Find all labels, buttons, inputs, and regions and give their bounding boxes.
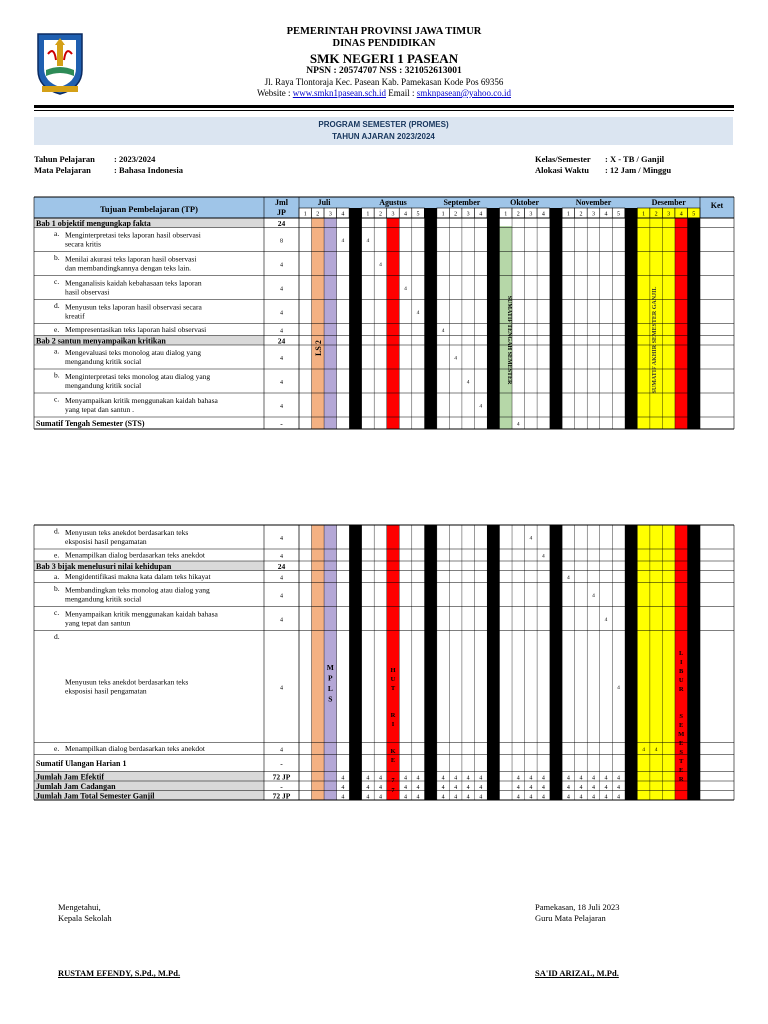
libur-label: E [679,767,684,774]
jp-value: - [280,781,283,791]
tp-text: hasil observasi [65,287,110,297]
jp-mark: 4 [454,355,458,362]
libur-label: L [679,650,684,657]
signature-left [58,902,112,924]
jp-value: 4 [280,262,283,269]
week-number: 5 [692,211,696,218]
jp-mark: 4 [541,553,545,560]
sum-label: Jumlah Jam Efektif [36,772,104,782]
separator-band [424,525,437,800]
letterhead [0,18,768,106]
sum-mark: 4 [441,784,445,791]
jp-value: 4 [280,356,283,362]
title-line1: PROGRAM SEMESTER (PROMES) [318,120,449,129]
hut-ri-label: T [390,685,396,692]
contact-line [120,88,648,99]
tp-text: kreatif [65,311,85,321]
jp-value: 4 [280,685,283,692]
alokasi-value: : 12 Jam / Minggu [605,165,672,175]
tp-text: Menginterpretasi teks monolog atau dialog yang [65,372,211,381]
jp-value: 4 [280,286,283,293]
week-number: 4 [541,211,545,218]
sum-mark: 4 [516,794,520,801]
sum-mark: 4 [466,784,470,791]
libur-label: E [679,740,684,747]
jp-mark: 4 [642,747,645,753]
sig-right-line1: Pamekasan, 18 Juli 2023 [535,902,620,912]
hut-ri-label: E [390,757,396,764]
jp-mark: 4 [567,575,570,581]
kelas-value: : X - TB / Ganjil [605,154,665,164]
tp-number: d. [54,301,60,310]
libur-label: M [678,731,685,738]
libur-label: U [678,677,684,684]
tp-number: a. [54,229,60,238]
tp-text: mengandung kritik social [65,594,142,604]
week-number: 1 [441,211,445,218]
sum-mark: 4 [591,794,595,801]
week-number: 2 [654,211,658,218]
week-number: 2 [454,211,458,218]
sum-mark: 4 [404,794,408,801]
jp-value: 72 JP [272,772,291,782]
website-link[interactable]: www.smkn1pasean.sch.id [292,87,386,98]
jp-value: 4 [280,554,283,560]
tp-text: Mengevaluasi teks monolog atau dialog yang [65,348,202,357]
email-label: Email : [385,87,417,98]
tp-text: Menganalisis kaidah kebahasaan teks laporan [65,278,202,288]
mpls-label: M [326,663,334,672]
mpls-label: S [328,694,333,704]
jp-mark: 4 [341,238,345,244]
provincial-emblem-icon [34,30,86,96]
tp-text: Menyampaikan kritik menggunakan kaidah bahasa [65,609,218,619]
tp-number: d. [54,632,60,641]
tp-text: dan membandingkannya dengan teks lain. [65,263,192,273]
sum-label: Jumlah Jam Cadangan [36,781,116,791]
tp-number: c. [54,277,60,286]
jp-value: 4 [280,747,283,754]
sum-mark: 4 [579,775,583,782]
jp-value: - [280,419,283,428]
hut-ri-label: I [391,721,395,728]
tp-text: eksposisi hasil pengamatan [65,537,147,546]
week-number: 1 [504,211,508,218]
sum-mark: 4 [454,784,458,791]
title-line2: TAHUN AJARAN 2023/2024 [332,132,435,141]
sum-mark: 4 [541,784,545,791]
separator-header [424,208,437,218]
tp-text: Mempresentasikan teks laporan haisl observasi [65,325,207,334]
tp-number: b. [54,584,60,593]
header-ket: Ket [710,201,724,210]
week-number: 3 [328,211,332,218]
jp-mark: 4 [366,238,370,244]
separator-header [487,208,500,218]
jp-mark: 4 [604,617,608,623]
sum-mark: 4 [604,794,608,801]
sum-mark: 4 [479,794,483,801]
month-juli: Juli [317,198,331,207]
jp-value: 24 [277,218,286,228]
sum-mark: 4 [416,784,420,791]
week-number: 3 [391,211,395,218]
header-jp: JP [277,208,286,217]
address: Jl. Raya Tlontoraja Kec. Pasean Kab. Pamekasan Kode Pos 69356 [264,77,504,88]
tp-text: Menyusun teks laporan hasil observasi secara [65,302,202,312]
ls2-label: LS 2 [313,340,323,356]
week-number: 3 [667,211,671,218]
tp-text: eksposisi hasil pengamatan [65,686,147,696]
sum-mark: 4 [466,794,470,801]
sum-mark: 4 [591,775,595,782]
month-september: September [443,198,481,207]
jp-value: - [280,759,283,768]
jp-mark: 4 [654,747,658,753]
section-label: Sumatif Ulangan Harian 1 [36,759,127,768]
sum-mark: 4 [341,784,345,791]
jp-mark: 4 [404,286,407,292]
jp-mark: 4 [379,262,382,268]
sts-label: SUMATIF TENGAH SEMESTER [505,295,512,385]
jp-value: 4 [280,310,283,317]
sum-label: Jumlah Jam Total Semester Ganjil [36,791,155,801]
tp-number: b. [54,253,60,262]
tp-text: Menginterpretasi teks laporan hasil observasi [65,230,201,240]
section-label: Bab 3 bijak menelusuri nilai kehidupan [36,561,172,571]
libur-label: R [678,776,684,783]
jp-mark: 4 [466,379,470,386]
separator-band [349,525,362,800]
tp-text: yang tepat dan santun [65,618,131,628]
libur-label: I [679,659,683,666]
jp-mark: 4 [441,328,445,334]
sum-mark: 4 [441,794,445,801]
week-number: 2 [579,211,583,218]
week-number: 1 [366,211,370,218]
jp-value: 4 [280,593,283,600]
sum-mark: 4 [366,794,370,801]
school-name: SMK NEGERI 1 PASEAN [309,50,459,66]
sum-mark: 4 [566,775,570,782]
header-rule-thick [34,105,734,108]
hut-77-label: 7 [391,787,395,794]
sum-mark: 4 [516,775,520,782]
email-link[interactable]: smknpasean@yahoo.co.id [416,87,511,98]
section-label: Bab 2 santun menyampaikan kritikan [36,336,166,346]
alokasi-label: Alokasi Waktu [535,165,589,175]
week-number: 5 [416,211,420,218]
header-rule-thin [34,110,734,111]
info-left [34,154,183,176]
tp-text: Menyampaikan kritik menggunakan kaidah bahasa [65,396,218,405]
jp-value: 4 [280,575,283,582]
week-number: 3 [529,211,533,218]
tahun-value: : 2023/2024 [114,154,156,164]
week-number: 1 [566,211,570,218]
tp-number: e. [54,325,60,334]
dec-black-band [687,525,700,800]
libur-label: S [679,749,684,756]
tp-text: Menampilkan dialog berdasarkan teks anekdot [65,550,205,560]
jp-value: 4 [280,536,283,542]
sum-mark: 4 [454,794,458,801]
jp-value: 4 [280,328,283,335]
website-label: Website : [257,87,293,98]
hut-ri-label: K [390,748,396,755]
libur-label: S [679,713,684,720]
npsn-nss: NPSN : 20574707 NSS : 321052613001 [306,66,462,77]
sum-mark: 4 [378,775,382,782]
separator-band [625,525,638,800]
week-number: 2 [516,211,520,218]
jp-value: 24 [277,336,286,346]
sas-label: SUMATIF AKHIR SEMESTER GANJIL [652,286,659,394]
document-title [34,117,733,145]
sig-right-line2: Guru Mata Pelajaran [535,913,606,923]
tp-text: Menyusun teks anekdot berdasarkan teks [65,677,189,687]
kelas-label: Kelas/Semester [535,154,591,164]
libur-label: R [678,686,684,693]
week-number: 4 [679,211,683,218]
jp-mark: 4 [516,421,520,428]
jp-mark: 4 [416,310,420,316]
tp-number: a. [54,572,60,581]
tp-number: b. [54,370,60,380]
sig-left-line2: Kepala Sekolah [58,913,112,923]
month-oktober: Oktober [510,198,540,207]
jp-mark: 4 [592,593,595,599]
tp-number: c. [54,394,60,404]
sum-mark: 4 [378,784,382,791]
header-line1: PEMERINTAH PROVINSI JAWA TIMUR [286,26,482,37]
libur-label: E [679,722,684,729]
sum-mark: 4 [617,784,621,791]
month-agustus: Agustus [379,198,407,207]
jp-mark: 4 [479,403,483,410]
tahun-label: Tahun Pelajaran [34,154,95,164]
ls2-band [312,525,325,800]
sum-mark: 4 [604,775,608,782]
jp-value: 24 [277,561,286,571]
week-number: 2 [316,211,320,218]
sum-mark: 4 [341,775,345,782]
section-label: Bab 1 objektif mengungkap fakta [36,218,151,228]
jp-value: 4 [280,404,283,410]
sum-mark: 4 [617,775,621,782]
sig-left-line1: Mengetahui, [58,902,101,912]
week-number: 4 [341,211,345,218]
header-line2: DINAS PENDIDIKAN [332,38,436,50]
mapel-value: : Bahasa Indonesia [114,165,183,175]
tp-number: e. [54,550,60,560]
jp-value: 8 [280,238,283,245]
sum-mark: 4 [341,794,345,801]
week-number: 2 [378,211,382,218]
jp-value: 4 [280,380,283,386]
tp-text: mengandung kritik social [65,381,142,390]
separator-band [550,525,563,800]
tp-number: c. [54,608,60,617]
hut-ri-label: R [390,712,396,719]
sum-mark: 4 [566,784,570,791]
tp-text: Menyusun teks anekdot berdasarkan teks [65,528,189,537]
tp-text: Mengidentifikasi makna kata dalam teks hikayat [65,572,211,581]
sum-mark: 4 [579,784,583,791]
week-number: 4 [604,211,608,218]
week-number: 4 [404,211,408,218]
info-right [535,154,671,176]
signature-right [535,902,620,924]
week-number: 3 [591,211,595,218]
hut-77-label: 7 [391,777,395,784]
mpls-label: L [327,684,333,693]
sum-mark: 4 [466,775,470,782]
libur-label: T [679,758,684,765]
sum-mark: 4 [604,784,608,791]
tp-number: d. [54,526,60,536]
tp-text: yang tepat dan santun . [65,405,134,414]
header-tp: Tujuan Pembelajaran (TP) [100,204,198,214]
header-jml: Jml [275,198,288,207]
sum-mark: 4 [366,784,370,791]
mpls-label: P [328,673,333,683]
sas-band [637,525,675,800]
sum-mark: 4 [378,794,382,801]
mapel-label: Mata Pelajaran [34,165,91,175]
jp-mark: 4 [529,535,533,542]
month-desember: Desember [651,198,686,207]
principal-name: RUSTAM EFENDY, S.Pd., M.Pd. [58,968,181,978]
sum-mark: 4 [404,784,408,791]
hut-ri-label: H [390,667,396,674]
sum-mark: 4 [516,784,520,791]
week-number: 1 [642,211,646,218]
jp-value: 72 JP [272,791,291,801]
week-number: 5 [617,211,621,218]
section-label: Sumatif Tengah Semester (STS) [36,419,145,428]
sum-mark: 4 [541,775,545,782]
separator-band [487,525,500,800]
sum-mark: 4 [529,784,533,791]
tp-text: Menampilkan dialog berdasarkan teks anekdot [65,744,205,753]
sum-mark: 4 [566,794,570,801]
sum-mark: 4 [404,775,408,782]
sum-mark: 4 [366,775,370,782]
sum-mark: 4 [579,794,583,801]
tp-text: secara kritis [65,239,102,249]
sum-mark: 4 [617,794,621,801]
libur-label: B [679,668,684,675]
sum-mark: 4 [441,775,445,782]
jp-value: 4 [280,617,283,624]
sum-mark: 4 [479,775,483,782]
tp-number: a. [54,346,60,356]
separator-header [550,208,563,218]
sum-mark: 4 [416,775,420,782]
week-number: 4 [479,211,483,218]
jp-mark: 4 [617,685,620,691]
week-number: 3 [466,211,470,218]
teacher-name: SA'ID ARIZAL, M.Pd. [535,968,619,978]
sum-mark: 4 [529,775,533,782]
sum-mark: 4 [479,784,483,791]
tp-number: e. [54,744,60,753]
separator-header [625,208,638,218]
sum-mark: 4 [416,794,420,801]
sum-mark: 4 [541,794,545,801]
sum-mark: 4 [529,794,533,801]
sum-mark: 4 [591,784,595,791]
tp-text: Membandingkan teks monolog atau dialog yang [65,585,210,595]
tp-text: Menilai akurasi teks laporan hasil observasi [65,254,197,264]
separator-header [349,208,362,218]
month-november: November [575,198,612,207]
tp-text: mengandung kritik social [65,357,142,366]
week-number: 1 [303,211,307,218]
sum-mark: 4 [454,775,458,782]
hut-ri-label: U [390,676,396,683]
